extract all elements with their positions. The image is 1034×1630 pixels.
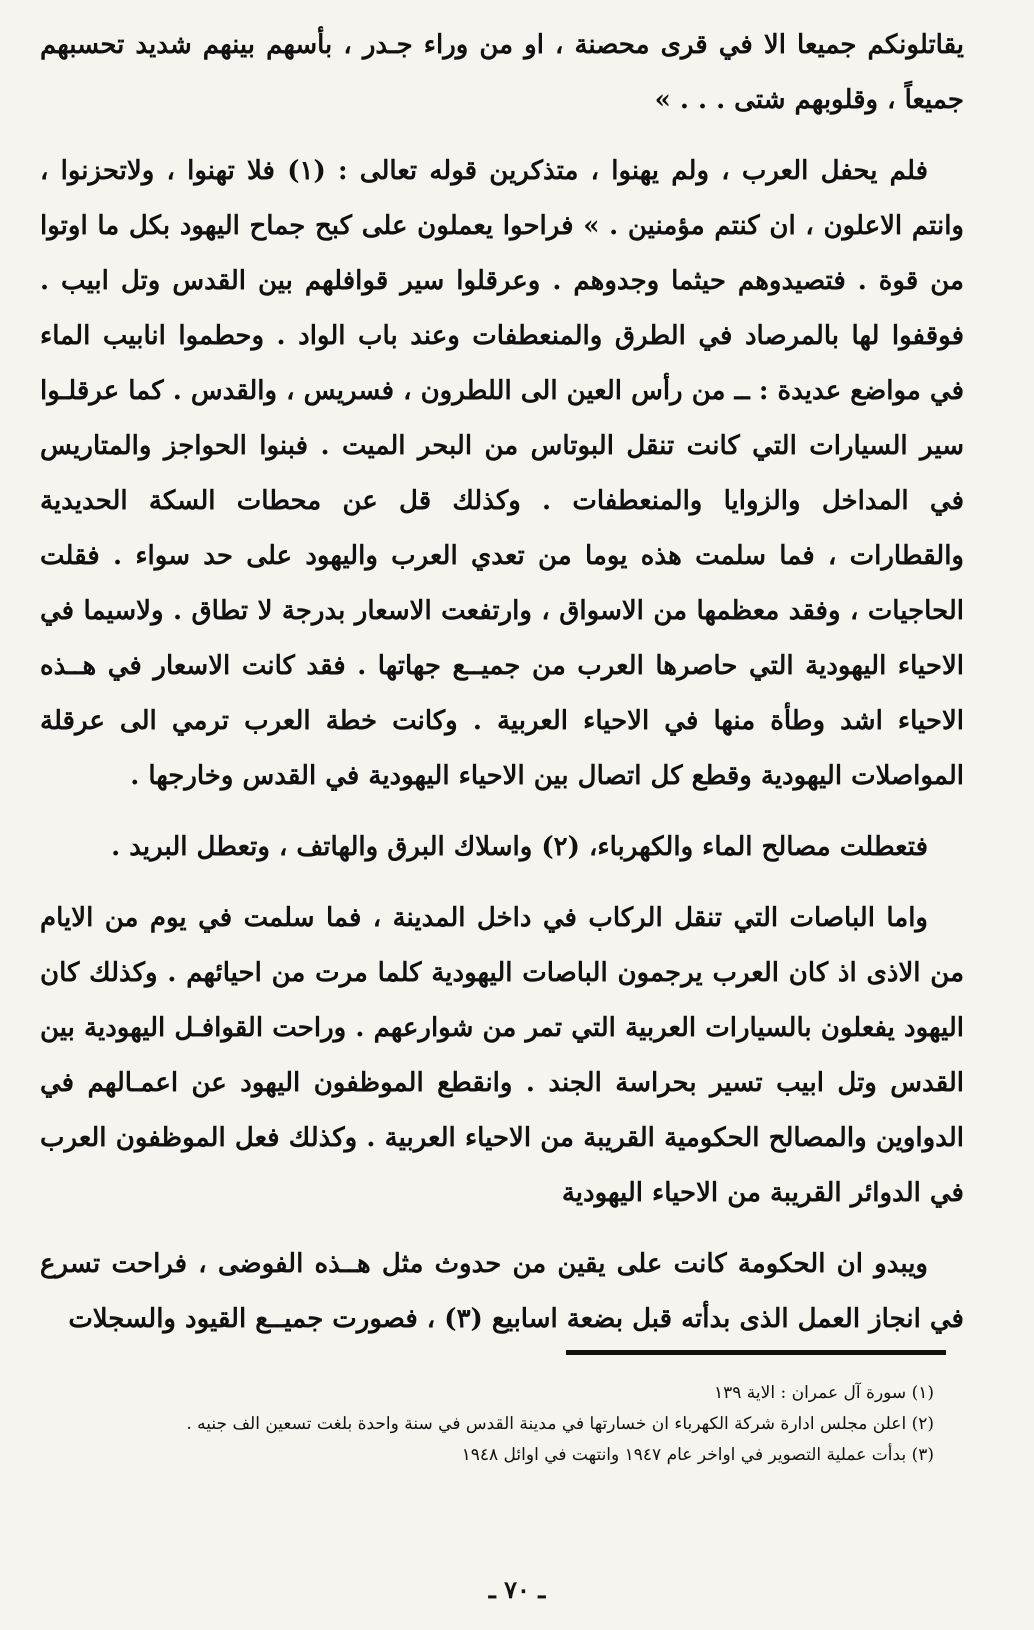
paragraph-utilities-disrupted: فتعطلت مصالح الماء والكهرباء، (٢) واسلاك البرق والهاتف ، وتعطل البريد . [111,832,928,862]
footnotes [40,1378,934,1471]
footnote-3: (٣) بدأت عملية التصوير في اواخر عام ١٩٤٧ وانتهت في اوائل ١٩٤٨ [461,1445,934,1465]
page-number: ـ ٧٠ ـ [488,1575,546,1604]
footnote-divider [566,1350,946,1355]
footnote-1: (١) سورة آل عمران : الاية ١٣٩ [713,1383,934,1403]
paragraph-quote-continuation: يقاتلونكم جميعا الا في قرى محصنة ، او من وراء جـدر ، بأسهم بينهم شديد تحسبهم جميعاً ، وقلوبهم شتى . . . » [40,30,964,115]
paragraph-arab-resistance: فلم يحفل العرب ، ولم يهنوا ، متذكرين قوله تعالى : (١) فلا تهنوا ، ولاتحزنوا ، وانتم الاعلون ، ان كنتم مؤمنين . » فراحوا يعملون على كبح جماح اليهود بكل ما اوتوا من قوة . فتصيدوهم حيثما وجدوهم . وعرقلوا سير قوافلهم بين القدس وتل ابيب . فوقفوا لها بالمرصاد في الطرق والمنعطفات وعند باب الواد . وحطموا انابيب الماء في مواضع عديدة : ــ من رأس العين الى اللطرون ، فسريس ، والقدس . كما عرقلـوا سير السيارات التي كانت تنقل البوتاس من البحر الميت . فبنوا الحواجز والمتاريس في المداخل والزوايا والمنعطفات . وكذلك قل عن محطات السكة الحديدية والقطارات ، فما سلمت هذه يوما من تعدي العرب واليهود على حد سواء . فقلت الحاجيات ، وفقد معظمها من الاسواق ، وارتفعت الاسعار بدرجة لا تطاق . ولاسيما في الاحياء اليهودية التي حاصرها العرب من جميــع جهاتها . فقد كانت الاسعار في هــذه الاحياء اشد وطأة منها في الاحياء العربية . وكانت خطة العرب ترمي الى عرقلة المواصلات اليهودية وقطع كل اتصال بين الاحياء اليهودية في القدس وخارجها . [40,156,964,791]
paragraph-buses: واما الباصات التي تنقل الركاب في داخل المدينة ، فما سلمت في يوم من الايام من الاذى اذ كان العرب يرجمون الباصات اليهودية كلما مرت من احيائهم . وكذلك كان اليهود يفعلون بالسيارات العربية التي تمر من شوارعهم . وراحت القوافـل اليهودية بين القدس وتل ابيب تسير بحراسة الجند . وانقطع الموظفون اليهود عن اعمـالهم في الدواوين والمصالح الحكومية القريبة من الاحياء العربية . وكذلك فعل الموظفون العرب في الدوائر القريبة من الاحياء اليهودية [40,903,964,1208]
paragraph-government: ويبدو ان الحكومة كانت على يقين من حدوث مثل هــذه الفوضى ، فراحت تسرع في انجاز العمل الذى بدأته قبل بضعة اسابيع (٣) ، فصورت جميــع القيود والسجلات [40,1249,964,1334]
footnote-2: (٢) اعلن مجلس ادارة شركة الكهرباء ان خسارتها في مدينة القدس في سنة واحدة بلغت تسعين الف جنيه . [186,1414,934,1434]
body-text [40,18,964,1347]
